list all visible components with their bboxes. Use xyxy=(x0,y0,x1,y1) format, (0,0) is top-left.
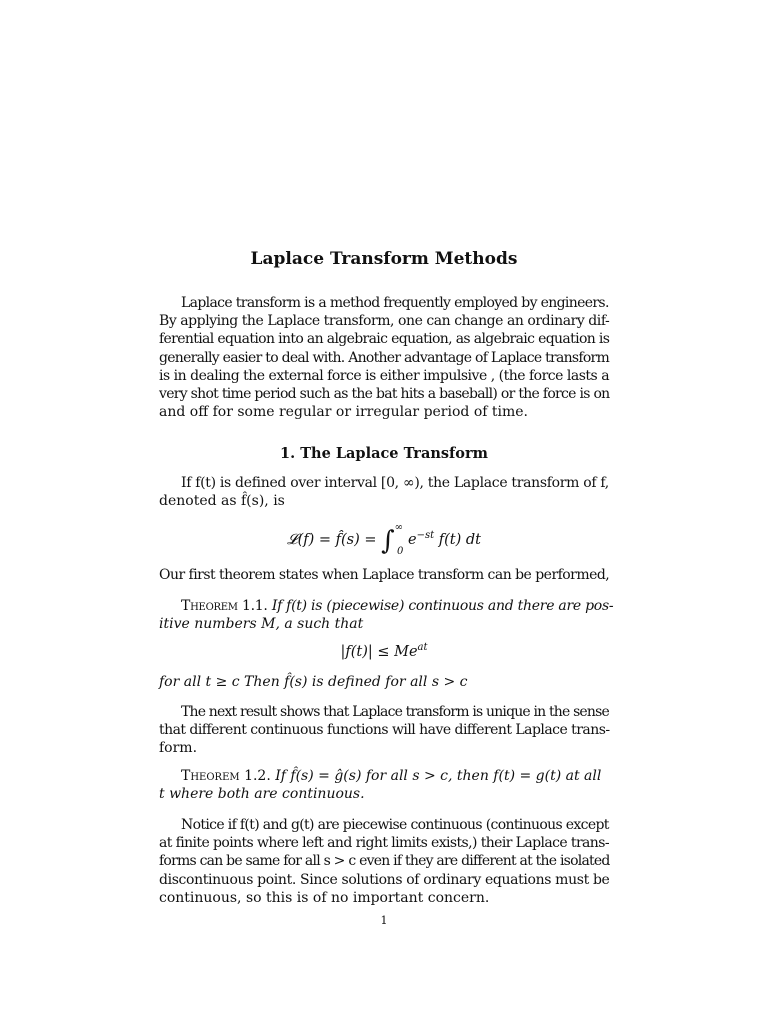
bound-eq-exponent: at xyxy=(417,642,428,653)
integrand-exponent: −st xyxy=(416,530,435,542)
notice-line: forms can be same for all s > c even if they are different at the isolated xyxy=(159,853,610,870)
theorem-1-conclusion xyxy=(159,673,609,691)
laplace-eq-lhs: 𝓛(f) = f̂(s) = xyxy=(287,532,377,548)
page-title: Laplace Transform Methods xyxy=(250,249,518,269)
notice-line: discontinuous point. Since solutions of ordinary equations must be xyxy=(159,871,610,888)
intro-line: Laplace transform is a method frequently employed by engineers. xyxy=(181,295,609,311)
page-number: 1 xyxy=(380,914,388,927)
integrand-rest: f(t) dt xyxy=(438,532,481,548)
notice-line: continuous, so this is of no important concern. xyxy=(159,889,490,906)
theorem-intro-line: Our first theorem states when Laplace transform can be performed, xyxy=(159,567,610,583)
upper-limit: ∞ xyxy=(394,522,404,533)
notice-line: Notice if f(t) and g(t) are piecewise continuous (continuous except xyxy=(181,817,609,833)
theorem-1-line: itive numbers M, a such that xyxy=(159,616,364,633)
definition-line: denoted as f̂(s), is xyxy=(159,493,285,510)
lower-limit: 0 xyxy=(397,546,404,557)
integral-sign: ∫ xyxy=(381,526,395,556)
theorem-1-label: Theorem 1.1. xyxy=(181,598,268,614)
uniqueness-line: form. xyxy=(159,740,198,757)
uniqueness-paragraph xyxy=(159,703,609,758)
intro-line: ferential equation into an algebraic equation, as algebraic equation is xyxy=(159,331,610,348)
bound-eq-base: |f(t)| ≤ Me xyxy=(340,643,418,660)
theorem-2 xyxy=(159,767,609,803)
definition-paragraph xyxy=(159,474,609,510)
uniqueness-line: The next result shows that Laplace transform is unique in the sense xyxy=(181,704,609,720)
definition-line: If f(t) is defined over interval [0, ∞), the Laplace transform of f, xyxy=(181,475,609,491)
uniqueness-line: that different continuous functions will have different Laplace trans- xyxy=(159,722,610,739)
section-heading: 1. The Laplace Transform xyxy=(280,445,488,462)
bound-equation xyxy=(0,642,768,660)
laplace-equation xyxy=(0,522,768,557)
intro-paragraph xyxy=(159,294,609,421)
theorem-2-line: If f̂(s) = ĝ(s) for all s > c, then f(t) = g(t) at all xyxy=(275,768,602,784)
theorem-1 xyxy=(159,597,614,633)
theorem-2-line: t where both are continuous. xyxy=(159,786,365,803)
intro-line: is in dealing the external force is either impulsive , (the force lasts a xyxy=(159,367,610,384)
intro-line: generally easier to deal with. Another advantage of Laplace transform xyxy=(159,349,610,366)
intro-line: and off for some regular or irregular period of time. xyxy=(159,404,528,421)
theorem-1-line: for all t ≥ c Then f̂(s) is defined for all s > c xyxy=(159,674,468,690)
notice-line: at finite points where left and right limits exists,) their Laplace trans- xyxy=(159,835,609,852)
notice-paragraph xyxy=(159,816,609,907)
integrand-base: e xyxy=(408,532,417,548)
intro-line: very shot time period such as the bat hits a baseball) or the force is on xyxy=(159,386,610,403)
theorem-2-label: Theorem 1.2. xyxy=(181,768,271,784)
theorem-1-line: If f(t) is (piecewise) continuous and there are pos- xyxy=(271,598,614,614)
theorem-intro xyxy=(159,566,609,584)
intro-line: By applying the Laplace transform, one can change an ordinary dif- xyxy=(159,313,610,330)
